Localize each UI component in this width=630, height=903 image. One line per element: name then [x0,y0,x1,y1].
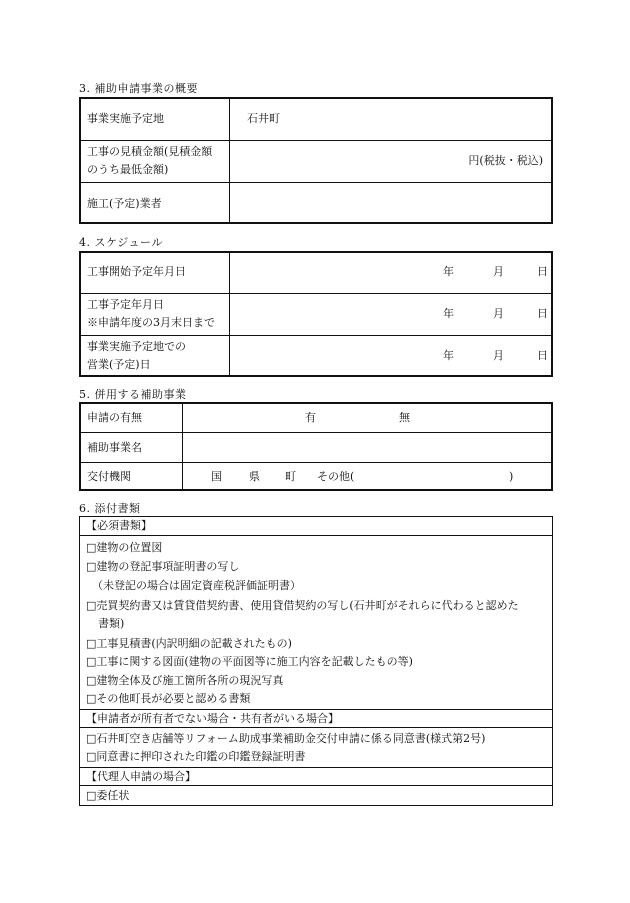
attachment-item: □建物全体及び施工箇所各所の現況写真 [86,674,284,687]
open-month: 月 [493,349,504,362]
subsidy-name-label: 補助事業名 [87,441,142,454]
site-value: 石井町 [247,112,280,125]
section6-table [79,516,553,806]
work-year: 年 [443,307,454,320]
attachment-item: □建物の位置図 [86,541,163,554]
site-label: 事業実施予定地 [87,112,164,125]
agency-town: 町 [285,470,296,483]
attachment-item: □建物の登記事項証明書の写し [86,560,240,573]
section3-table [79,97,553,224]
contractor-label: 施工(予定)業者 [87,197,162,210]
attachment-item: □同意書に押印された印鑑の印鑑登録証明書 [86,750,306,763]
start-year: 年 [443,265,454,278]
application-label: 申請の有無 [87,411,142,424]
attachment-item: □工事見積書(内訳明細の記載されたもの) [86,637,292,650]
open-date-label-2: 営業(予定)日 [87,358,151,371]
start-date-label: 工事開始予定年月日 [87,265,186,278]
attachment-item: □売買契約書又は賃貸借契約書、使用貸借契約の写し(石井町がそれらに代わると認めた [86,599,519,612]
agency-national: 国 [211,470,222,483]
agency-other-close: ) [509,470,514,483]
open-year: 年 [443,349,454,362]
section3-heading: 3. 補助申請事業の概要 [79,82,198,95]
work-month: 月 [493,307,504,320]
start-day: 日 [537,265,548,278]
estimate-label-1: 工事の見積金額(見積金額 [87,145,213,158]
open-day: 日 [537,349,548,362]
group-required-title: 【必須書類】 [86,519,152,532]
estimate-value: 円(税抜・税込) [468,154,543,167]
open-date-label-1: 事業実施予定地での [87,340,186,353]
option-yes: 有 [305,411,316,424]
attachment-item: □工事に関する図面(建物の平面図等に施工内容を記載したもの等) [86,655,413,668]
attachment-item: □石井町空き店舗等リフォーム助成事業補助金交付申請に係る同意書(様式第2号) [86,732,486,745]
estimate-label-2: のうち最低金額) [87,163,169,176]
agency-other: その他( [317,470,355,483]
attachment-item: □委任状 [86,789,130,802]
work-date-label-2: ※申請年度の3月末日まで [87,316,215,329]
attachment-item-note: （未登記の場合は固定資産税評価証明書） [92,579,301,592]
attachment-item-cont: 書類) [98,617,125,630]
group-owner-title: 【申請者が所有者でない場合・共有者がいる場合】 [86,712,339,725]
start-month: 月 [493,265,504,278]
option-no: 無 [399,411,410,424]
agency-prefecture: 県 [249,470,260,483]
section4-table [79,251,553,377]
work-day: 日 [537,307,548,320]
section4-heading: 4. スケジュール [79,236,163,249]
section5-table [79,402,553,491]
section6-heading: 6. 添付書類 [79,502,141,515]
agency-label: 交付機関 [87,470,131,483]
section5-heading: 5. 併用する補助事業 [79,388,187,401]
group-agent-title: 【代理人申請の場合】 [86,770,196,783]
work-date-label-1: 工事予定年月日 [87,298,164,311]
attachment-item: □その他町長が必要と認める書類 [86,692,251,705]
